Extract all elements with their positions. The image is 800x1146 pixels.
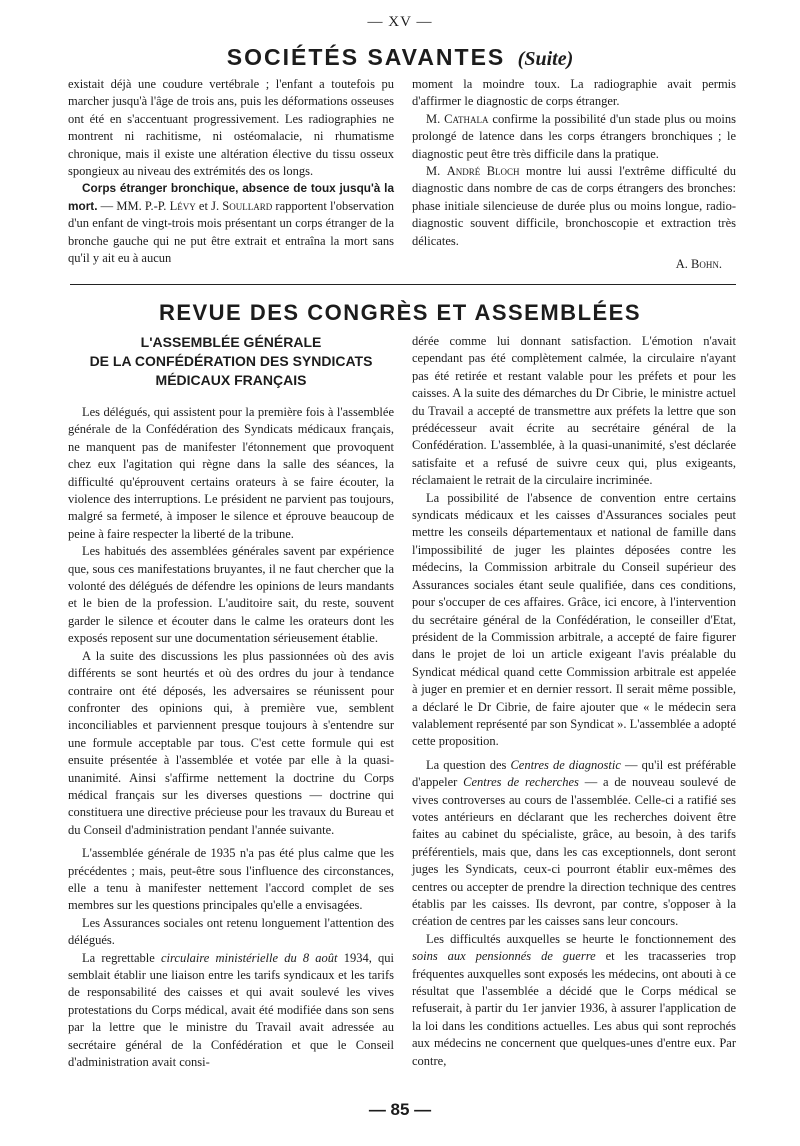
text-run: et les tracasseries trop fréquentes auxquelles sont exposés les médecins, ont abouti à ce résultat que l'assemblée a décidé que le Corps médical se refuserait, à partir du 1er janvier 1936, à assurer l'application de la loi dans les conditions actuelles. Les abus qui sont reprochés aux médecins ne concernent que quelques-unes d'entre eux. Par contre, xyxy=(412,949,736,1068)
text-run: — qu'il est préférable d'appeler xyxy=(412,757,736,790)
main-title: REVUE DES CONGRÈS ET ASSEMBLÉES xyxy=(158,300,642,325)
paragraph xyxy=(68,180,394,267)
text-run: montre lui aussi l'extrême difficulté du diagnostic dans nombre de cas de corps étrangers des bronches: phase initiale silencieuse de durée plus ou moins longue, radio-diagnostic souvent difficile, bronchoscopie et extraction très délicates. xyxy=(412,164,736,248)
text-run: M. xyxy=(426,111,445,126)
paragraph: Les Assurances sociales ont retenu longuement l'attention des délégués. xyxy=(68,915,394,948)
paragraph: L'assemblée générale de 1935 n'a pas été plus calme que les précédentes ; mais, peut-être sous l'influence des circonstances, elle a tenu à manifester nettement l'accord complet de ses membres sur les questions principales qu'elle a envisagées. xyxy=(68,846,394,913)
signature: A. Bohn. xyxy=(675,257,722,272)
emphasis: Centres de diagnostic xyxy=(510,757,621,772)
subtitle-line: MÉDICAUX FRANÇAIS xyxy=(155,372,307,388)
paragraph: A la suite des discussions les plus passionnées où des avis différents se sont heurtés et où des ordres du jour à tendance contraire ont été déposés, les adversaires se réunissent pour confronter des opinions qui, à première vue, semblent inconciliables et parviennent presque toujours à s'entendre sur une formule acceptable par tous. C'est cette formule qui est ensuite présentée à l'assemblée et votée par elle à la quasi-unanimité. Ainsi s'affirme nettement la doctrine du Corps médical français sur les diverses questions — doctrine qui constituera une directive précieuse pour les travaux du Bureau et du Conseil d'administration pendant l'année suivante. xyxy=(68,648,394,837)
article-subtitle xyxy=(68,333,394,390)
text-run: Les difficultés auxquelles se heurte le fonctionnement des xyxy=(426,931,736,946)
paragraph xyxy=(412,163,736,250)
paragraph: existait déjà une coudure vertébrale ; l'enfant a toutefois pu marcher jusqu'à l'âge de trois ans, puis les déformations osseuses ont été en s'accentuant progressivement. Les radiographies ne montrent ni rachitisme, ni ostéomalacie, ni rhumatisme chronique, mais il existe une altération élective du tissu osseux spongieux au niveau des extrémités des os longs. xyxy=(68,77,394,179)
paragraph xyxy=(412,111,736,163)
author-name: Soullard xyxy=(222,198,273,213)
author-name: André Bloch xyxy=(446,164,520,179)
paragraph xyxy=(412,931,736,1070)
main-right-column xyxy=(412,333,736,1070)
emphasis: soins aux pensionnés de guerre xyxy=(412,949,596,964)
subheading: Corps étranger bronchique, absence de toux jusqu'à la mort. xyxy=(68,181,394,213)
text-run: 1934, qui semblait établir une liaison entre les tarifs syndicaux et les tarifs de responsabilité des caisses et qui avait soulevé les vives protestations du Corps médical, avait été modifiée dans son sens par la lettre que le ministre du Travail avait adressée au secrétaire général de la Confédération et que le Conseil d'administration avait consi- xyxy=(68,950,394,1070)
paragraph: dérée comme lui donnant satisfaction. L'émotion n'avait cependant pas été complètement calmée, la circulaire n'ayant pas été retirée et restant valable pour les préfets et pour les caisses. A la suite des démarches du Dr Cibrie, le ministre actuel du Travail a accepté de transmettre aux préfets la lettre que son prédécesseur avait écrite au secrétaire général de la Confédération. L'assemblée, à la quasi-unanimité, s'est déclarée satisfaite et a refusé de suivre ceux qui, plus exigeants, réclamaient le retrait de la circulaire incriminée. xyxy=(412,334,736,488)
page-number: — 85 — xyxy=(368,1100,432,1119)
text-run: et J. xyxy=(195,198,223,213)
section-divider xyxy=(70,284,736,285)
text-run: La regrettable xyxy=(82,950,161,965)
paragraph: Les délégués, qui assistent pour la première fois à l'assemblée générale de la Confédération des Syndicats médicaux français, ne manquent pas de manifester l'étonnement que provoquent chez eux l'agitation qui règne dans la salle des séances, la difficulté qu'éprouvent certains orateurs à se faire écouter, la violence des interruptions. Le président ne parvient pas toujours, malgré sa fermeté, à imposer le silence et éprouve beaucoup de peine à faire respecter la liberté de la tribune. xyxy=(68,405,394,541)
text-run: rapportent l'observation d'un enfant de vingt-trois mois présentant un corps étranger de la bronche gauche qui ne put être extrait et entraîna la mort sans qu'il y ait eu à aucun xyxy=(68,198,395,266)
author-name: Lévy xyxy=(169,198,196,213)
paragraph: La possibilité de l'absence de convention entre certains syndicats médicaux et les caisses d'Assurances sociales peut mettre les conseils départementaux et national de famille dans l'impossibilité de juger les plaintes déposées contre les médecins, la Commission arbitrale du Conseil supérieur des Assurances sociales étant seule qualifiée, dans ces conditions, pour s'occuper de ces affaires. Grâce, ici encore, à l'intervention du secrétaire général de la Confédération, le conseiller d'Etat, président de la Commission arbitrale, a accepté de faire figurer dans le projet de loi un article exigeant l'avis préalable du Syndicat médical quand cette Commission arbitrale est appelée à juger en premier et en dernier ressort. Il serait même possible, a déclaré le Dr Cibrie, de faire ajouter que « le médecin sera valablement représenté par son Syndicat ». L'assemblée a adopté cette proposition. xyxy=(412,490,737,749)
subtitle-line: DE LA CONFÉDÉRATION DES SYNDICATS xyxy=(89,353,373,369)
emphasis: Centres de recherches xyxy=(463,775,579,790)
text-run: — a de nouveau soulevé de vives controverses au cours de l'assemblée. Celle-ci a ratifié ses votes antérieurs en déclarant que les recherches doivent être faites au cabinet du spécialiste, grâce, au besoin, à des tarifs préférentiels, mais que, dans les cas exceptionnels, dont seront juges les Syndicats, ceux-ci pourront établir eux-mêmes des centres ou accepter de prendre la direction technique des centres établis par les caisses. Ils devront, par contre, s'opposer à la création de centres par les caisses sans leur concours. xyxy=(412,775,736,929)
top-right-column xyxy=(412,76,736,273)
paragraph xyxy=(412,757,736,931)
text-run: confirme la possibilité d'un stade plus ou moins prolongé de latence dans les corps étrangers bronchiques ; le diagnostic peut être très difficile dans la pratique. xyxy=(412,111,736,161)
paragraph: Les habitués des assemblées générales savent par expérience que, sous ces manifestations bruyantes, il ne faut chercher que la volonté des délégués de défendre les opinions de leurs mandants et le bien de la profession. L'auditoire sait, du reste, souvent garder le silence et écouter dans le calme les orateurs dont les exposés reposent sur une documentation sérieusement établie. xyxy=(68,544,394,646)
section-suite: (Suite) xyxy=(517,48,574,70)
section-title-text: SOCIÉTÉS SAVANTES xyxy=(226,44,506,70)
text-run: La question des xyxy=(426,757,511,772)
text-run: M. xyxy=(426,164,447,179)
text-run: — MM. P.-P. xyxy=(97,198,170,213)
section-title xyxy=(0,44,800,71)
main-left-column xyxy=(68,333,394,1071)
emphasis: circulaire ministérielle du 8 août xyxy=(160,950,338,965)
paragraph: moment la moindre toux. La radiographie avait permis d'affirmer le diagnostic de corps étranger. xyxy=(412,77,736,109)
roman-folio: — XV — xyxy=(367,14,433,30)
author-name: Cathala xyxy=(444,111,489,126)
paragraph xyxy=(68,950,394,1072)
subtitle-line: L'ASSEMBLÉE GÉNÉRALE xyxy=(140,334,322,350)
top-left-column xyxy=(68,76,394,267)
